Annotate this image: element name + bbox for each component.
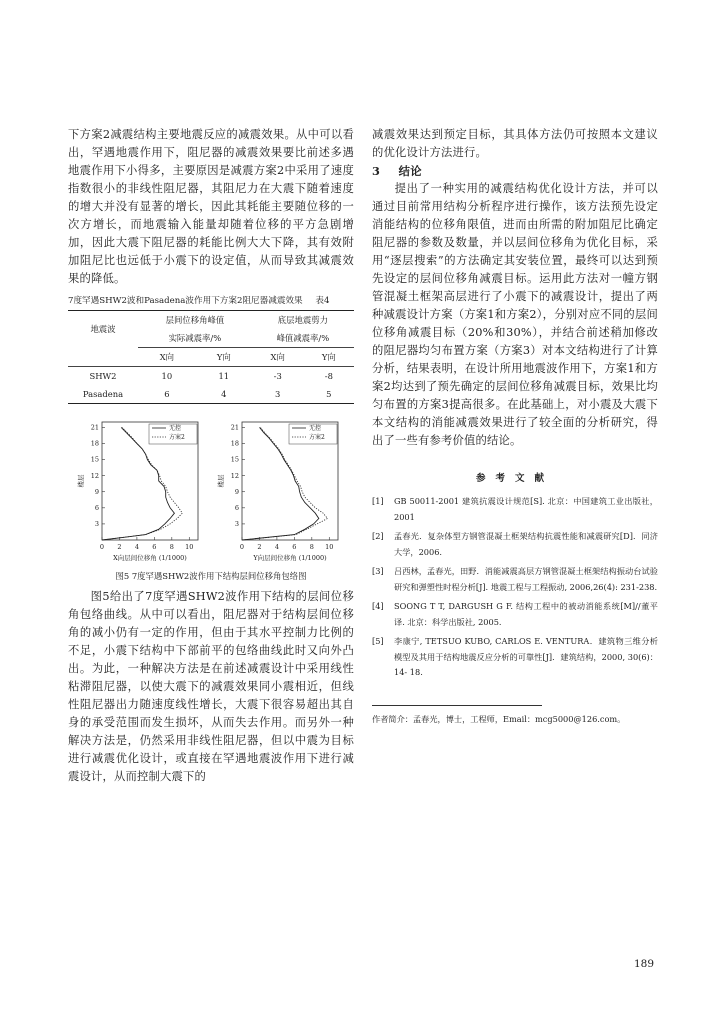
- section-title: 结论: [398, 164, 423, 178]
- figure5-caption: 图5 7度罕遇SHW2波作用下结构层间位移角包络图: [115, 571, 307, 581]
- table4-col-x2: X向: [252, 348, 304, 367]
- table4-col-y1: Y向: [196, 348, 252, 367]
- x-tick-label: 6: [152, 543, 157, 551]
- x-tick-label: 8: [309, 543, 314, 551]
- table4-col-x1: X向: [138, 348, 196, 367]
- references-list: [372, 494, 658, 681]
- author-note: 作者简介：孟春光，博士，工程师，Email：mcg5000@126.com。: [372, 713, 626, 724]
- references-title: 参考文献: [475, 473, 554, 484]
- table-cell: 6: [164, 389, 170, 399]
- table-cell: -8: [324, 371, 333, 381]
- x-tick-label: 0: [99, 543, 105, 551]
- x-axis-label: X向层间位移角 (1/1000): [113, 554, 187, 562]
- reference-text: 李康宁, TETSUO KUBO, CARLOS E. VENTURA．建筑物三维分析模型及其用于结构地震反应分析的可靠性[J]．建筑结构，2000, 30(6)：14- 18.: [394, 636, 658, 677]
- figure5: [68, 414, 354, 566]
- paragraph-figure5-discussion: 图5给出了7度罕遇SHW2波作用下结构的层间位移角包络曲线。从中可以看出，阻尼器对于结构层间位移角的减小仍有一定的作用，但由于其水平控制力比例的不足，小震下结构中下部前平的包络曲线此时又向外凸出。为此，一种解决方法是在前述减震设计中采用线性粘滞阻尼器，以使大震下的减震效果同小震相近，但线性阻尼器出力随速度线性增长，大震下很容易超出其自身的承受范围而发生损坏，从而失去作用。而另外一种解决方法是，仍然采用非线性阻尼器，但以中震为目标进行减震优化设计，或直接在罕遇地震波作用下进行减震设计，从而控制大震下的: [68, 590, 354, 783]
- x-tick-label: 8: [169, 543, 174, 551]
- y-tick-label: 6: [234, 504, 239, 513]
- y-tick-label: 6: [94, 504, 99, 513]
- reference-item: [372, 529, 658, 560]
- y-tick-label: 9: [94, 487, 99, 496]
- paragraph-damping-effect: 下方案2减震结构主要地震反应的减震效果。从中可以看出，罕遇地震作用下，阻尼器的减震效果要比前述多遇地震作用下小得多，主要原因是减震方案2中采用了速度指数很小的非线性阻尼器，其阻尼力在大震下随着速度的增大并没有显著的增长，因此其耗能主要随位移的一次方增长，而地震输入能量却随着位移的平方急剧增加，因此大震下阻尼器的耗能比例大大下降，其有效附加阻尼比也远低于小震下的设定值，从而导致其减震效果的降低。: [68, 128, 354, 285]
- page-number: 189: [633, 958, 654, 970]
- table4-group1-sub: 实际减震率/%: [138, 329, 252, 348]
- y-tick-label: 21: [90, 423, 99, 432]
- table-cell: 11: [218, 371, 230, 381]
- reference-item: [372, 494, 658, 525]
- y-tick-label: 12: [90, 471, 99, 480]
- reference-text: 吕西林，孟春光，田野．消能减震高层方钢管混凝土框架结构振动台试验研究和弹塑性时程分析[J]. 地震工程与工程振动, 2006,26(4): 231-238.: [394, 566, 658, 592]
- right-column: [372, 126, 658, 725]
- table-cell: Pasadena: [82, 389, 124, 399]
- reference-item: [372, 564, 658, 595]
- x-tick-label: 6: [292, 543, 297, 551]
- reference-text: 孟春光．复杂体型方钢管混凝土框架结构抗震性能和减震研究[D]．同济大学，2006.: [394, 531, 658, 557]
- table4-group2-sub: 峰值减震率/%: [252, 329, 354, 348]
- legend-label: 方案2: [169, 434, 185, 441]
- x-tick-label: 10: [185, 543, 194, 551]
- chart-y-drift: [214, 414, 354, 564]
- reference-number: [2]: [372, 531, 384, 541]
- legend-label: 无控: [309, 425, 322, 432]
- left-column: [68, 126, 354, 786]
- series-line-damped: [102, 427, 182, 540]
- y-tick-label: 15: [90, 455, 99, 464]
- table-cell: -3: [273, 371, 282, 381]
- section-heading-conclusion: [372, 162, 658, 180]
- y-tick-label: 18: [90, 439, 99, 448]
- table-cell: 4: [221, 389, 227, 399]
- chart-x-drift: [74, 414, 214, 564]
- reference-number: [4]: [372, 601, 384, 611]
- table4-group2-title: 底层地震剪力: [277, 315, 329, 325]
- series-line-uncontrolled: [242, 427, 319, 540]
- table4-col-y2: Y向: [304, 348, 354, 367]
- table-cell: SHW2: [89, 371, 117, 381]
- y-tick-label: 9: [234, 487, 239, 496]
- legend-label: 方案2: [309, 434, 325, 441]
- x-tick-label: 0: [239, 543, 245, 551]
- y-tick-label: 12: [230, 471, 239, 480]
- table-row: [68, 385, 354, 404]
- table4-label: 表4: [315, 296, 330, 306]
- table-cell: 10: [161, 371, 173, 381]
- table-cell: 3: [275, 389, 281, 399]
- table4-header-quake: 地震波: [90, 324, 116, 335]
- section-number: 3: [372, 164, 381, 178]
- paragraph-conclusion: 提出了一种实用的减震结构优化设计方法，并可以通过目前常用结构分析程序进行操作，该方法预先设定消能结构的位移角限值，进而由所需的附加阻尼比确定阻尼器的参数及数量，并以层间位移角为优化目标，采用“逐层搜索”的方法确定其安装位置，最终可以达到预先设定的层间位移角减震目标。运用此方法对一幢方钢管混凝土框架高层进行了小震下的减震设计，提出了两种减震设计方案（方案1和方案2），分别对应不同的层间位移角减震目标（20%和30%），并结合前述稍加修改的阻尼器均匀布置方案（方案3）对本文结构进行了计算分析，结果表明，在设计所用地震波作用下，方案1和方案2均达到了预先确定的层间位移角减震目标，效果比均匀布置的方案3提高很多。在此基础上，对小震及大震下本文结构的消能减震效果进行了较全面的分析研究，得出了一些有参考价值的结论。: [372, 182, 658, 447]
- x-axis-label: Y向层间位移角 (1/1000): [253, 554, 327, 562]
- x-tick-label: 10: [325, 543, 334, 551]
- reference-number: [3]: [372, 566, 384, 576]
- table-cell: 5: [326, 389, 332, 399]
- y-tick-label: 3: [234, 520, 239, 529]
- x-tick-label: 2: [117, 543, 122, 551]
- reference-item: [372, 634, 658, 681]
- y-tick-label: 18: [230, 439, 239, 448]
- x-tick-label: 4: [134, 543, 139, 551]
- reference-number: [1]: [372, 496, 384, 506]
- table-row: [68, 367, 354, 386]
- reference-item: [372, 599, 658, 630]
- reference-text: GB 50011-2001 建筑抗震设计规范[S]. 北京：中国建筑工业出版社，2001: [394, 496, 658, 522]
- x-tick-label: 4: [274, 543, 279, 551]
- table4-group1-title: 层间位移角峰值: [165, 315, 225, 325]
- paragraph-continuation: 减震效果达到预定目标，其具体方法仍可按照本文建议的优化设计方法进行。: [372, 128, 658, 159]
- y-tick-label: 21: [230, 423, 239, 432]
- legend-label: 无控: [169, 425, 182, 432]
- reference-number: [5]: [372, 636, 384, 646]
- y-axis-label: 楼层: [217, 474, 225, 488]
- table4-caption: [68, 294, 354, 308]
- reference-text: SOONG T T, DARGUSH G F. 结构工程中的被动消能系统[M]//董平译. 北京：科学出版社, 2005.: [394, 601, 658, 627]
- y-tick-label: 3: [94, 520, 99, 529]
- y-tick-label: 15: [230, 455, 239, 464]
- y-axis-label: 楼层: [77, 474, 85, 488]
- footnote-divider: [372, 705, 542, 706]
- table4: [68, 310, 354, 404]
- table4-caption-text: 7度罕遇SHW2波和Pasadena波作用下方案2阻尼器减震效果: [68, 296, 303, 306]
- x-tick-label: 2: [257, 543, 262, 551]
